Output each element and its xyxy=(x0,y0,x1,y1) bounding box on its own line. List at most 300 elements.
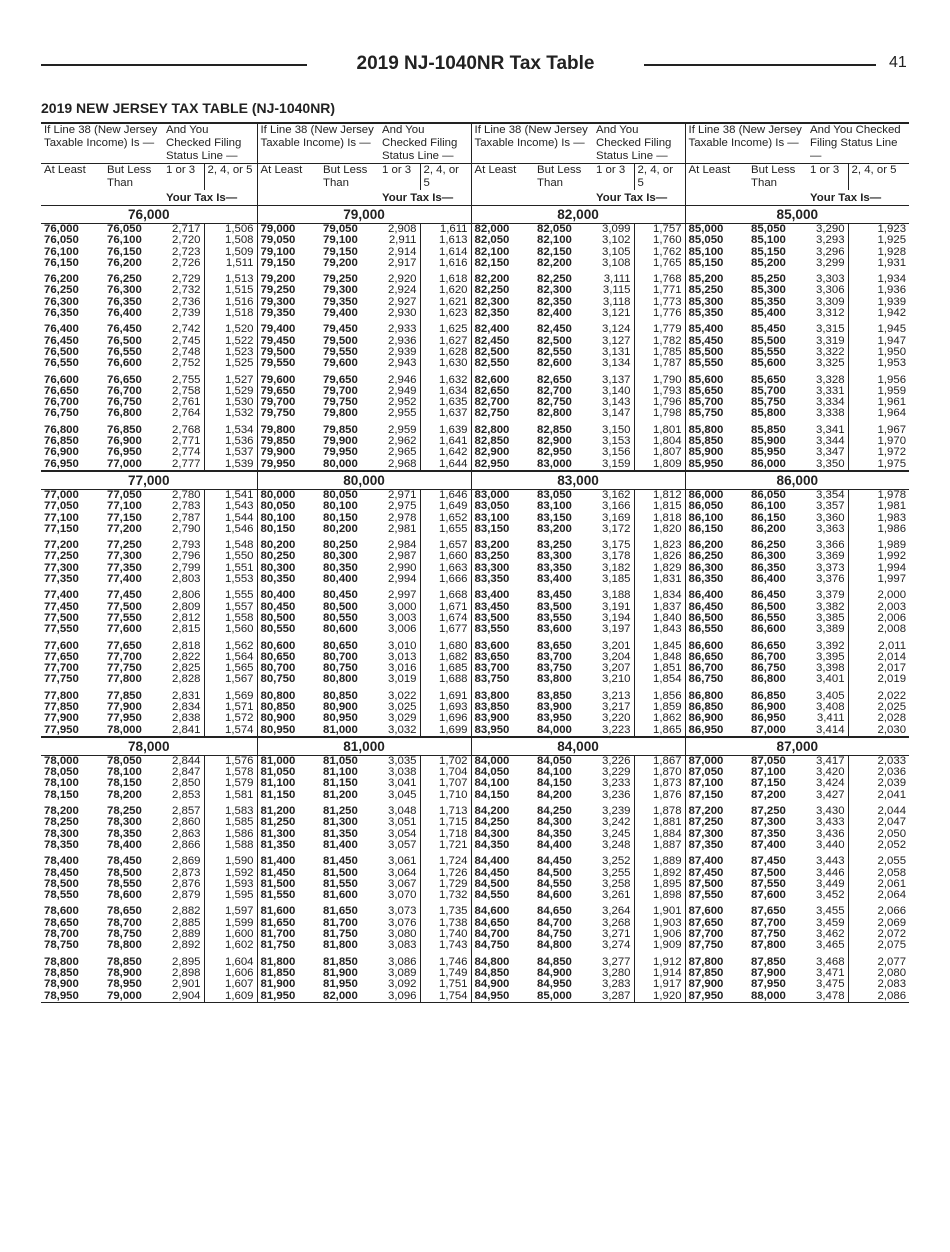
but-less-than-cell: 85,500 xyxy=(751,335,786,347)
spacer-cell xyxy=(685,190,807,206)
but-less-than-cell: 83,450 xyxy=(537,589,572,602)
but-less-than-cell: 87,950 xyxy=(751,979,786,991)
but-less-than-cell: 87,650 xyxy=(751,905,786,918)
but-less-than-cell: 85,550 xyxy=(751,346,786,358)
tax-1-3-cell: 3,455 xyxy=(807,901,848,917)
tax-2-4-5-cell: 1,735 xyxy=(420,901,471,917)
tax-1-3-cell: 3,067 xyxy=(379,879,420,890)
at-least-cell: 77,550 xyxy=(44,624,79,636)
tax-1-3-cell: 2,933 xyxy=(379,319,420,335)
status-2-4-5-header: 2, 4, or 5 xyxy=(204,164,257,191)
but-less-than-cell: 84,900 xyxy=(537,967,572,979)
tax-1-3-cell: 3,105 xyxy=(593,247,634,258)
tax-1-3-cell: 2,844 xyxy=(163,755,204,767)
at-least-cell: 80,300 xyxy=(260,562,296,574)
but-less-than-cell: 87,800 xyxy=(751,940,786,952)
at-least-cell: 78,950 xyxy=(41,991,104,1003)
tax-2-4-5-cell: 1,831 xyxy=(634,574,685,585)
but-less-than-cell: 76,100 xyxy=(107,235,142,247)
at-least-cell: 85,350 xyxy=(688,308,724,320)
tax-1-3-cell: 2,866 xyxy=(163,840,204,851)
but-less-than-cell: 76,250 xyxy=(107,273,142,286)
but-less-than-cell: 85,300 xyxy=(751,285,786,297)
but-less-than-cell: 87,200 xyxy=(751,789,786,801)
tax-1-3-cell: 3,344 xyxy=(807,436,848,447)
tax-1-3-cell: 3,102 xyxy=(593,235,634,246)
but-less-than-cell: 77,300 xyxy=(107,551,142,563)
at-least-cell: 76,800 xyxy=(44,423,79,436)
tax-1-3-cell: 2,901 xyxy=(163,979,204,990)
tax-2-4-5-cell: 1,809 xyxy=(634,459,685,471)
tax-1-3-cell: 2,780 xyxy=(163,489,204,501)
but-less-than-cell: 85,950 xyxy=(751,447,786,459)
tax-1-3-cell: 3,182 xyxy=(593,563,634,574)
at-least-cell: 76,100 xyxy=(44,246,79,258)
at-least-cell: 86,400 xyxy=(688,589,724,602)
at-least-cell: 84,300 xyxy=(474,828,510,840)
but-less-than-cell: 81,100 xyxy=(323,767,358,779)
but-less-than-cell: 83,500 xyxy=(537,601,572,613)
tax-1-3-cell: 2,857 xyxy=(163,801,204,817)
but-less-than-cell: 84,500 xyxy=(537,867,572,879)
tax-2-4-5-cell: 1,527 xyxy=(204,370,257,386)
tax-1-3-cell: 3,201 xyxy=(593,636,634,652)
tax-1-3-cell: 2,742 xyxy=(163,319,204,335)
but-less-than-cell: 81,750 xyxy=(323,929,358,941)
at-least-cell: 85,950 xyxy=(688,458,724,470)
but-less-than-cell: 77,400 xyxy=(107,574,142,586)
header-row xyxy=(41,123,909,164)
tax-2-4-5-cell: 1,856 xyxy=(634,686,685,702)
tax-1-3-cell: 3,274 xyxy=(593,940,634,951)
tax-1-3-cell: 3,197 xyxy=(593,624,634,635)
tax-2-4-5-cell: 1,950 xyxy=(877,346,907,358)
table-row xyxy=(41,501,909,512)
but-less-than-cell: 80,300 xyxy=(323,551,358,563)
table-row xyxy=(41,868,909,879)
but-less-than-cell: 83,100 xyxy=(537,501,572,513)
but-less-than-cell: 87,300 xyxy=(751,817,786,829)
at-least-cell: 82,350 xyxy=(474,308,510,320)
but-less-than-cell: 83,250 xyxy=(537,539,572,552)
at-least-cell: 81,650 xyxy=(260,917,296,929)
tax-2-4-5-cell: 1,696 xyxy=(420,713,471,724)
at-least-cell: 79,000 xyxy=(260,223,296,235)
tax-2-4-5-cell: 1,539 xyxy=(204,459,257,471)
at-least-cell: 84,350 xyxy=(474,839,510,851)
but-less-than-cell: 80,650 xyxy=(323,639,358,652)
tax-1-3-cell: 3,124 xyxy=(593,319,634,335)
tax-1-3-cell: 3,229 xyxy=(593,767,634,778)
tax-2-4-5-cell: 1,790 xyxy=(634,370,685,386)
but-less-than-cell: 78,400 xyxy=(107,839,142,851)
at-least-cell: 82,750 xyxy=(474,408,510,420)
at-least-cell: 85,300 xyxy=(688,296,724,308)
at-least-cell: 77,450 xyxy=(44,601,79,613)
but-less-than-cell: 85,350 xyxy=(751,296,786,308)
but-less-than-cell: 83,600 xyxy=(537,624,572,636)
tax-1-3-cell: 2,949 xyxy=(379,386,420,397)
tax-2-4-5-cell: 1,537 xyxy=(204,447,257,458)
at-least-cell: 84,500 xyxy=(474,878,510,890)
at-least-cell: 76,400 xyxy=(44,323,79,336)
table-row xyxy=(41,285,909,296)
but-less-than-cell: 79,550 xyxy=(323,346,358,358)
table-row xyxy=(41,459,909,471)
tax-2-4-5-cell: 1,793 xyxy=(634,386,685,397)
at-least-cell: 83,650 xyxy=(474,651,510,663)
at-least-cell: 78,650 xyxy=(44,917,79,929)
at-least-cell: 80,750 xyxy=(260,674,296,686)
tax-1-3-cell: 3,341 xyxy=(807,420,848,436)
at-least-cell: 76,600 xyxy=(44,373,79,386)
tax-1-3-cell: 3,185 xyxy=(593,574,634,585)
block-title: 87,000 xyxy=(685,737,909,756)
but-less-than-cell: 77,000 xyxy=(107,458,142,470)
at-least-cell: 78,700 xyxy=(44,929,79,941)
but-less-than-cell: 80,500 xyxy=(323,601,358,613)
but-less-than-cell: 78,850 xyxy=(107,955,142,968)
status-1-3-header: 1 or 3 xyxy=(807,164,848,191)
at-least-cell: 78,100 xyxy=(44,778,79,790)
tax-2-4-5-cell: 2,006 xyxy=(877,612,907,624)
tax-1-3-cell: 2,752 xyxy=(163,358,204,369)
tax-2-4-5-cell: 1,754 xyxy=(420,991,471,1003)
header-row xyxy=(41,190,909,206)
tax-2-4-5-cell: 1,632 xyxy=(420,370,471,386)
tax-2-4-5-cell: 1,655 xyxy=(420,524,471,535)
but-less-than-cell: 78,150 xyxy=(107,778,142,790)
tax-1-3-cell: 2,793 xyxy=(163,535,204,551)
tax-1-3-cell: 2,847 xyxy=(163,767,204,778)
but-less-than-cell: 86,850 xyxy=(751,689,786,702)
tax-1-3-cell: 2,908 xyxy=(379,224,420,236)
at-least-cell: 77,200 xyxy=(44,539,79,552)
but-less-than-cell: 77,250 xyxy=(107,539,142,552)
tax-1-3-cell: 3,086 xyxy=(379,952,420,968)
tax-2-4-5-cell: 1,583 xyxy=(204,801,257,817)
at-least-cell: 79,600 xyxy=(260,373,296,386)
but-less-than-cell: 79,150 xyxy=(323,246,358,258)
at-least-cell: 76,050 xyxy=(44,235,79,247)
at-least-cell: 76,200 xyxy=(44,273,79,286)
tax-2-4-5-cell: 1,677 xyxy=(420,624,471,635)
at-least-cell: 76,850 xyxy=(44,436,79,448)
but-less-than-cell: 80,950 xyxy=(323,713,358,725)
at-least-cell: 87,400 xyxy=(688,855,724,868)
but-less-than-cell: 87,550 xyxy=(751,878,786,890)
at-least-cell: 76,500 xyxy=(44,346,79,358)
status-1-3-header: 1 or 3 xyxy=(163,164,204,191)
tax-2-4-5-cell: 1,518 xyxy=(204,308,257,319)
but-less-than-cell: 81,250 xyxy=(323,805,358,818)
but-less-than-cell: 85,000 xyxy=(534,991,593,1003)
tax-2-4-5-cell: 1,595 xyxy=(204,890,257,901)
but-less-than-cell: 80,700 xyxy=(323,651,358,663)
tax-1-3-cell: 2,736 xyxy=(163,297,204,308)
tax-1-3-cell: 3,080 xyxy=(379,929,420,940)
tax-1-3-cell: 3,331 xyxy=(807,386,848,397)
tax-2-4-5-cell: 1,532 xyxy=(204,408,257,419)
but-less-than-cell: 84,200 xyxy=(537,789,572,801)
tax-2-4-5-cell: 1,923 xyxy=(877,223,907,235)
tax-2-4-5-cell: 1,834 xyxy=(634,585,685,601)
at-least-cell: 86,650 xyxy=(688,651,724,663)
tax-2-4-5-cell: 1,975 xyxy=(877,458,907,470)
table-row xyxy=(41,269,909,285)
tax-2-4-5-cell: 1,680 xyxy=(420,636,471,652)
but-less-than-cell: 78,100 xyxy=(107,767,142,779)
tax-2-4-5-cell: 1,889 xyxy=(634,851,685,867)
tax-2-4-5-cell: 2,022 xyxy=(877,689,907,702)
table-row xyxy=(41,224,909,236)
tax-2-4-5-cell: 1,579 xyxy=(204,778,257,789)
at-least-cell: 78,850 xyxy=(44,967,79,979)
at-least-cell: 84,800 xyxy=(474,955,510,968)
but-less-than-cell: 80,150 xyxy=(323,512,358,524)
tax-1-3-cell: 3,070 xyxy=(379,890,420,901)
at-least-cell: 81,850 xyxy=(260,967,296,979)
block-title: 83,000 xyxy=(471,471,685,490)
tax-2-4-5-cell: 1,565 xyxy=(204,663,257,674)
at-least-cell: 82,400 xyxy=(474,323,510,336)
tax-2-4-5-cell: 1,983 xyxy=(877,512,907,524)
tax-2-4-5-cell: 2,069 xyxy=(877,917,907,929)
at-least-cell: 83,550 xyxy=(474,624,510,636)
tax-2-4-5-cell: 1,823 xyxy=(634,535,685,551)
at-least-cell: 80,250 xyxy=(260,551,296,563)
at-least-cell: 83,400 xyxy=(474,589,510,602)
document-title: 2019 NJ-1040NR Tax Table xyxy=(356,53,595,74)
tax-1-3-cell: 3,172 xyxy=(593,524,634,535)
table-row xyxy=(41,674,909,685)
tax-1-3-cell: 3,322 xyxy=(807,347,848,358)
at-least-cell: 79,150 xyxy=(260,257,296,269)
tax-2-4-5-cell: 1,525 xyxy=(204,358,257,369)
table-row xyxy=(41,979,909,990)
but-less-than-cell: 88,000 xyxy=(748,991,807,1003)
table-row xyxy=(41,801,909,817)
table-row xyxy=(41,879,909,890)
tax-2-4-5-cell: 1,515 xyxy=(204,285,257,296)
tax-2-4-5-cell: 1,837 xyxy=(634,602,685,613)
but-less-than-cell: 86,200 xyxy=(751,523,786,535)
tax-2-4-5-cell: 2,003 xyxy=(877,601,907,613)
at-least-cell: 80,850 xyxy=(260,701,296,713)
tax-1-3-cell: 2,873 xyxy=(163,868,204,879)
tax-2-4-5-cell: 1,845 xyxy=(634,636,685,652)
tax-1-3-cell: 3,414 xyxy=(807,725,848,737)
but-less-than-cell: 77,900 xyxy=(107,701,142,713)
but-less-than-cell: 86,750 xyxy=(751,663,786,675)
tax-2-4-5-cell: 1,620 xyxy=(420,285,471,296)
but-less-than-cell: 87,750 xyxy=(751,929,786,941)
but-less-than-cell: 85,400 xyxy=(751,308,786,320)
tax-2-4-5-cell: 1,508 xyxy=(204,235,257,246)
tax-2-4-5-cell: 1,925 xyxy=(877,235,907,247)
but-less-than-cell: 80,850 xyxy=(323,689,358,702)
tax-2-4-5-cell: 1,782 xyxy=(634,336,685,347)
at-least-cell: 82,300 xyxy=(474,296,510,308)
at-least-cell: 86,950 xyxy=(688,724,724,736)
at-least-cell: 85,400 xyxy=(688,323,724,336)
but-less-than-cell: 86,000 xyxy=(751,458,786,470)
tax-2-4-5-cell: 1,516 xyxy=(204,297,257,308)
table-row xyxy=(41,513,909,524)
but-less-than-cell: 76,150 xyxy=(107,246,142,258)
but-less-than-cell: 87,250 xyxy=(751,805,786,818)
at-least-cell: 81,450 xyxy=(260,867,296,879)
but-less-than-cell: 84,450 xyxy=(537,855,572,868)
but-less-than-cell: 86,900 xyxy=(751,701,786,713)
table-row xyxy=(41,535,909,551)
at-least-cell: 84,400 xyxy=(474,855,510,868)
at-least-cell: 77,250 xyxy=(44,551,79,563)
at-least-cell: 81,500 xyxy=(260,878,296,890)
tax-2-4-5-cell: 1,702 xyxy=(420,755,471,767)
but-less-than-cell: 83,300 xyxy=(537,551,572,563)
at-least-cell: 78,400 xyxy=(44,855,79,868)
but-less-than-cell: 85,050 xyxy=(751,223,786,235)
but-less-than-cell: 84,700 xyxy=(537,917,572,929)
at-least-cell: 78,250 xyxy=(44,817,79,829)
tax-2-4-5-cell: 1,715 xyxy=(420,817,471,828)
but-less-than-cell: 78,700 xyxy=(107,917,142,929)
but-less-than-cell: 81,350 xyxy=(323,828,358,840)
at-least-cell: 79,400 xyxy=(260,323,296,336)
at-least-cell: 85,700 xyxy=(688,397,724,409)
tax-1-3-cell: 3,134 xyxy=(593,358,634,369)
tax-2-4-5-cell: 1,506 xyxy=(204,224,257,236)
at-least-cell: 87,250 xyxy=(688,817,724,829)
tax-1-3-cell: 3,462 xyxy=(807,929,848,940)
tax-1-3-cell: 3,360 xyxy=(807,513,848,524)
at-least-cell: 78,150 xyxy=(44,789,79,801)
tax-1-3-cell: 3,166 xyxy=(593,501,634,512)
at-least-cell: 81,250 xyxy=(260,817,296,829)
at-least-cell: 87,700 xyxy=(688,929,724,941)
at-least-cell: 78,600 xyxy=(44,905,79,918)
tax-1-3-cell: 3,357 xyxy=(807,501,848,512)
income-header: If Line 38 (New Jersey Taxable Income) Is — xyxy=(257,123,379,164)
tax-1-3-cell: 3,392 xyxy=(807,636,848,652)
tax-2-4-5-cell: 2,033 xyxy=(877,755,907,767)
but-less-than-cell: 82,400 xyxy=(537,308,572,320)
at-least-cell: 82,000 xyxy=(474,223,510,235)
at-least-cell: 80,000 xyxy=(260,489,296,501)
tax-2-4-5-cell: 1,854 xyxy=(634,674,685,685)
tax-1-3-cell: 3,115 xyxy=(593,285,634,296)
tax-2-4-5-cell: 1,691 xyxy=(420,686,471,702)
tax-1-3-cell: 3,319 xyxy=(807,336,848,347)
but-less-than-cell: 80,100 xyxy=(323,501,358,513)
at-least-cell: 84,600 xyxy=(474,905,510,918)
table-row xyxy=(41,890,909,901)
tax-2-4-5-cell: 1,567 xyxy=(204,674,257,685)
tax-2-4-5-cell: 1,956 xyxy=(877,373,907,386)
tax-1-3-cell: 2,796 xyxy=(163,551,204,562)
table-row xyxy=(41,790,909,801)
tax-1-3-cell: 2,812 xyxy=(163,613,204,624)
tax-1-3-cell: 2,739 xyxy=(163,308,204,319)
but-less-than-cell: 84,100 xyxy=(537,767,572,779)
but-less-than-cell: 79,200 xyxy=(323,257,358,269)
tax-1-3-cell: 3,440 xyxy=(807,840,848,851)
at-least-cell: 85,850 xyxy=(688,436,724,448)
tax-1-3-cell: 3,169 xyxy=(593,513,634,524)
tax-1-3-cell: 3,363 xyxy=(807,524,848,535)
but-less-than-cell: 87,400 xyxy=(751,839,786,851)
but-less-than-cell: 79,650 xyxy=(323,373,358,386)
but-less-than-cell: 78,250 xyxy=(107,805,142,818)
but-less-than-cell: 85,100 xyxy=(751,235,786,247)
your-tax-header: Your Tax Is— xyxy=(807,190,909,206)
at-least-cell: 80,200 xyxy=(260,539,296,552)
but-less-than-cell: 85,850 xyxy=(751,423,786,436)
block-title: 81,000 xyxy=(257,737,471,756)
but-less-than-cell: 76,550 xyxy=(107,346,142,358)
tax-1-3-cell: 3,003 xyxy=(379,613,420,624)
tax-1-3-cell: 2,853 xyxy=(163,790,204,801)
at-least-cell: 81,550 xyxy=(260,890,296,902)
at-least-cell: 82,450 xyxy=(474,335,510,347)
table-row xyxy=(41,851,909,867)
tax-1-3-cell: 3,334 xyxy=(807,397,848,408)
but-less-than-cell: 78,050 xyxy=(107,755,142,767)
tax-2-4-5-cell: 2,014 xyxy=(877,651,907,663)
tax-2-4-5-cell: 1,550 xyxy=(204,551,257,562)
but-less-than-cell: 78,450 xyxy=(107,855,142,868)
tax-2-4-5-cell: 2,041 xyxy=(877,789,907,801)
at-least-cell: 85,500 xyxy=(688,346,724,358)
at-least-cell: 81,300 xyxy=(260,828,296,840)
at-least-cell: 84,750 xyxy=(474,940,510,952)
tax-1-3-cell: 2,838 xyxy=(163,713,204,724)
at-least-cell: 85,100 xyxy=(688,246,724,258)
tax-2-4-5-cell: 1,785 xyxy=(634,347,685,358)
at-least-cell: 76,250 xyxy=(44,285,79,297)
at-least-header: At Least xyxy=(471,164,534,191)
tax-1-3-cell: 3,255 xyxy=(593,868,634,879)
tax-2-4-5-cell: 1,796 xyxy=(634,397,685,408)
tax-2-4-5-cell: 1,637 xyxy=(420,408,471,419)
tax-2-4-5-cell: 1,718 xyxy=(420,829,471,840)
tax-1-3-cell: 2,732 xyxy=(163,285,204,296)
table-row xyxy=(41,370,909,386)
at-least-cell: 83,750 xyxy=(474,674,510,686)
at-least-cell: 82,650 xyxy=(474,385,510,397)
but-less-than-cell: 83,400 xyxy=(537,574,572,586)
at-least-cell: 82,150 xyxy=(474,257,510,269)
tax-2-4-5-cell: 2,011 xyxy=(878,639,907,652)
but-less-than-cell: 86,050 xyxy=(751,489,786,501)
but-less-than-cell: 78,950 xyxy=(107,979,142,991)
at-least-cell: 77,700 xyxy=(44,663,79,675)
but-less-than-cell: 76,050 xyxy=(107,223,142,235)
tax-2-4-5-cell: 2,072 xyxy=(877,929,907,941)
table-row xyxy=(41,652,909,663)
tax-1-3-cell: 3,159 xyxy=(593,459,634,471)
tax-1-3-cell: 3,283 xyxy=(593,979,634,990)
table-row xyxy=(41,397,909,408)
tax-1-3-cell: 3,459 xyxy=(807,918,848,929)
but-less-than-cell: 78,350 xyxy=(107,828,142,840)
tax-2-4-5-cell: 1,779 xyxy=(634,319,685,335)
tax-2-4-5-cell: 2,061 xyxy=(877,878,907,890)
but-less-than-cell: 80,400 xyxy=(323,574,358,586)
at-least-cell: 85,800 xyxy=(688,423,724,436)
tax-2-4-5-cell: 1,553 xyxy=(204,574,257,585)
